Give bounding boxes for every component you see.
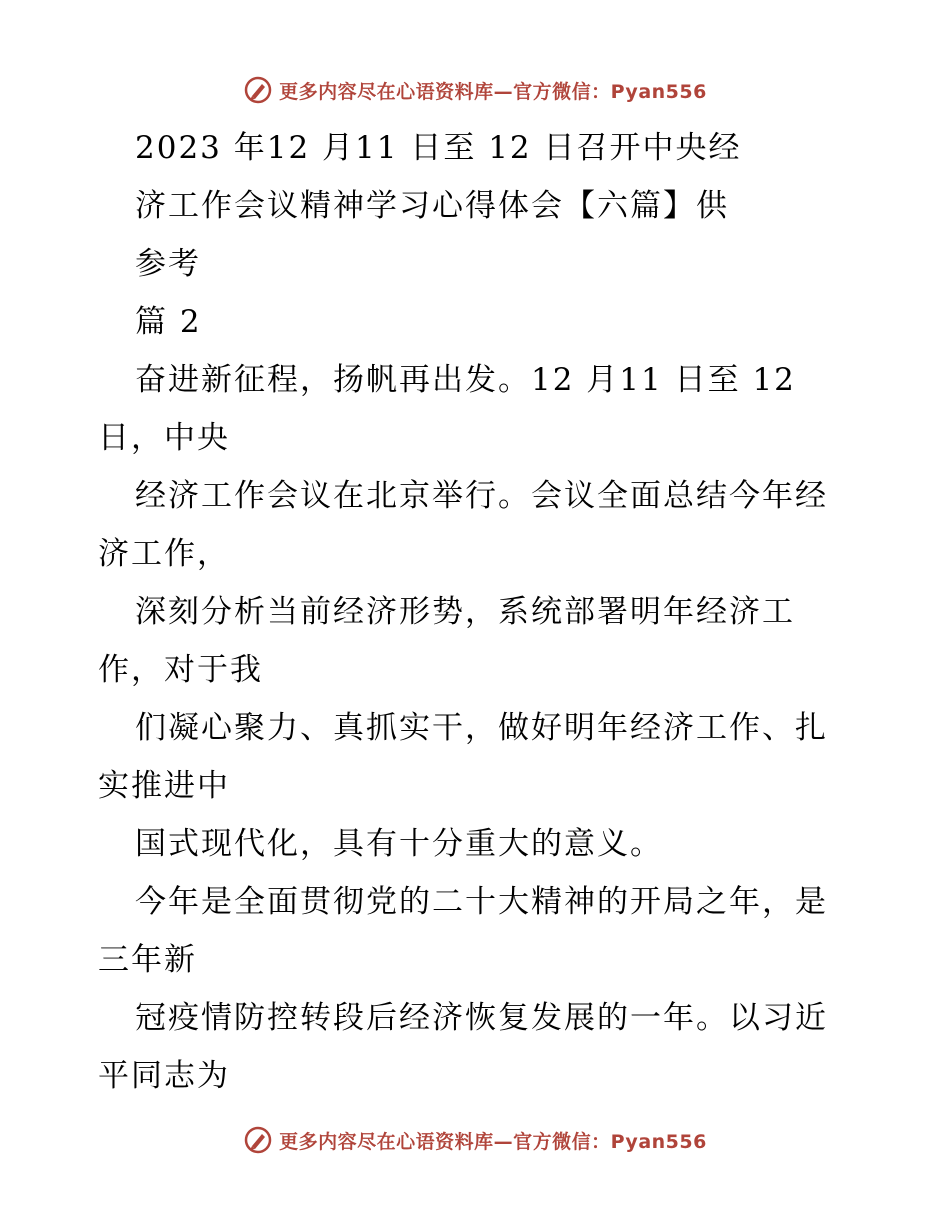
body-line: 今年是全面贯彻党的二十大精神的开局之年，是 [135, 884, 828, 920]
title-line-2: 济工作会议精神学习心得体会【六篇】供 [135, 188, 729, 224]
footer-watermark-banner [0, 1120, 950, 1160]
body-line: 们凝心聚力、真抓实干，做好明年经济工作、扎 [135, 710, 828, 746]
body-line: 经济工作会议在北京举行。会议全面总结今年经 [135, 478, 828, 514]
body-line: 实推进中 [98, 768, 230, 804]
body-line: 济工作， [98, 536, 230, 572]
header-watermark-text: 更多内容尽在心语资料库—官方微信：Pyan556 [279, 80, 707, 103]
body-line: 冠疫情防控转段后经济恢复发展的一年。以习近 [135, 1000, 828, 1036]
pen-circle-logo-icon [243, 1125, 273, 1155]
body-line: 日，中央 [98, 420, 230, 456]
footer-watermark-text: 更多内容尽在心语资料库—官方微信：Pyan556 [279, 1130, 707, 1153]
section-label: 篇 2 [135, 304, 202, 340]
body-line: 国式现代化，具有十分重大的意义。 [135, 826, 663, 862]
body-line: 平同志为 [98, 1058, 230, 1094]
title-line-1: 2023 年12 月11 日至 12 日召开中央经 [135, 130, 742, 166]
body-line: 作，对于我 [98, 652, 263, 688]
body-line: 奋进新征程，扬帆再出发。12 月11 日至 12 [135, 362, 796, 398]
body-line: 三年新 [98, 942, 197, 978]
title-line-3: 参考 [135, 246, 201, 282]
body-line: 深刻分析当前经济形势，系统部署明年经济工 [135, 594, 795, 630]
